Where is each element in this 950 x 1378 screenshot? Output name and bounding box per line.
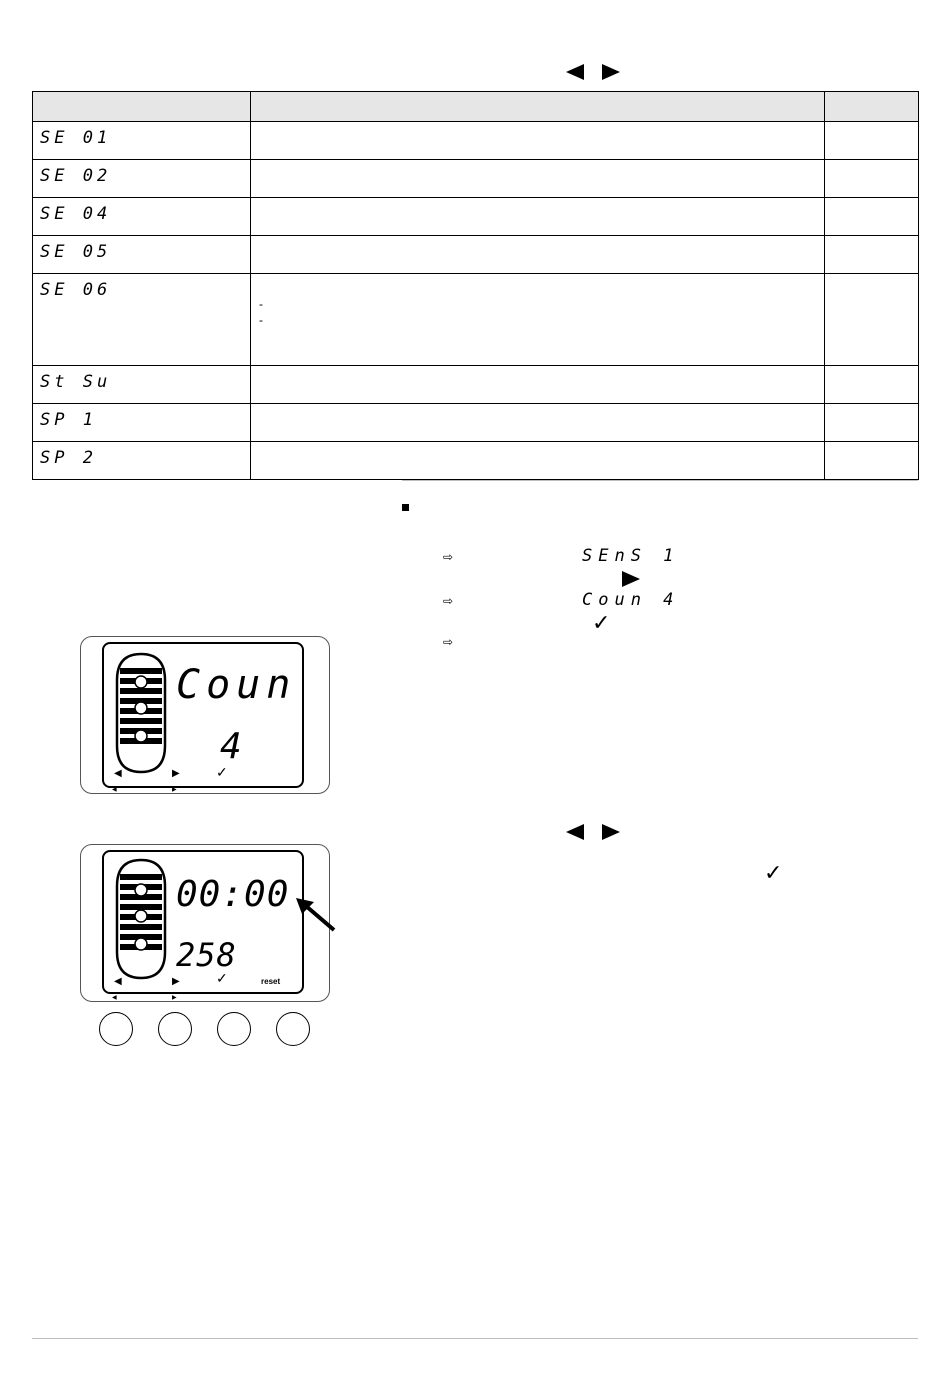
right-arrow-icon: [602, 824, 620, 840]
code-cell: SE 06: [33, 274, 251, 366]
section-divider: [402, 480, 918, 481]
step-arrow-icon: ⇨: [443, 594, 454, 608]
table-row: [33, 198, 919, 236]
device-display-coun: [80, 636, 330, 796]
lcd-right-arrow-icon: ▶: [172, 976, 180, 987]
table-row: [33, 366, 919, 404]
code-cell: SP 2: [33, 442, 251, 480]
tank-icon: [113, 858, 169, 980]
check-icon: ✓: [764, 860, 783, 885]
table-row: [33, 274, 919, 366]
pointer-arrow-icon: [294, 894, 338, 934]
code-cell: SE 02: [33, 160, 251, 198]
step-arrow-icon: ⇨: [443, 635, 454, 649]
lcd-main-text: Coun: [176, 662, 297, 708]
lcd-check-icon: ✓: [216, 764, 228, 780]
bullet-icon: [402, 504, 409, 511]
lcd-left-arrow-icon: ◀: [114, 768, 122, 779]
code-cell: SE 05: [33, 236, 251, 274]
lcd-reset-label: reset: [261, 977, 281, 986]
left-arrow-icon: [566, 824, 584, 840]
lcd-time-text: 00:00: [176, 874, 290, 915]
housing-right-arrow-icon: ▶: [172, 787, 177, 793]
device-display-timer: [80, 844, 330, 1050]
list-dash: -: [259, 297, 263, 311]
lcd-check-icon: ✓: [216, 970, 228, 986]
device-button-right[interactable]: [158, 1012, 192, 1046]
lcd-left-arrow-icon: ◀: [114, 976, 122, 987]
check-icon: ✓: [592, 610, 611, 635]
left-arrow-icon: [566, 64, 584, 80]
housing-left-arrow-icon: ◀: [112, 787, 117, 793]
code-cell: SE 01: [33, 122, 251, 160]
code-cell: St Su: [33, 366, 251, 404]
table-row: [33, 442, 919, 480]
lcd-sub-text: 4: [220, 726, 246, 767]
tank-icon: [113, 652, 169, 774]
table-row: [33, 122, 919, 160]
device-button-confirm[interactable]: [217, 1012, 251, 1046]
lcd-sub-text: 258: [176, 936, 237, 974]
housing-right-arrow-icon: ▶: [172, 995, 177, 1001]
code-cell: SE 04: [33, 198, 251, 236]
step-arrow-icon: ⇨: [443, 550, 454, 564]
device-button-reset[interactable]: [276, 1012, 310, 1046]
table-header-row: [33, 92, 919, 122]
table-row: [33, 404, 919, 442]
table-row: [33, 236, 919, 274]
step1-display-text: SEnS 1: [582, 546, 680, 566]
right-arrow-icon: [602, 64, 620, 80]
footer-rule: [32, 1338, 918, 1339]
code-cell: SP 1: [33, 404, 251, 442]
right-arrow-icon: [622, 571, 640, 587]
list-dash: -: [259, 313, 263, 327]
lcd-right-arrow-icon: ▶: [172, 768, 180, 779]
device-button-left[interactable]: [99, 1012, 133, 1046]
table-row: [33, 160, 919, 198]
code-table: [32, 91, 919, 480]
housing-left-arrow-icon: ◀: [112, 995, 117, 1001]
step2-display-text: Coun 4: [582, 590, 680, 610]
